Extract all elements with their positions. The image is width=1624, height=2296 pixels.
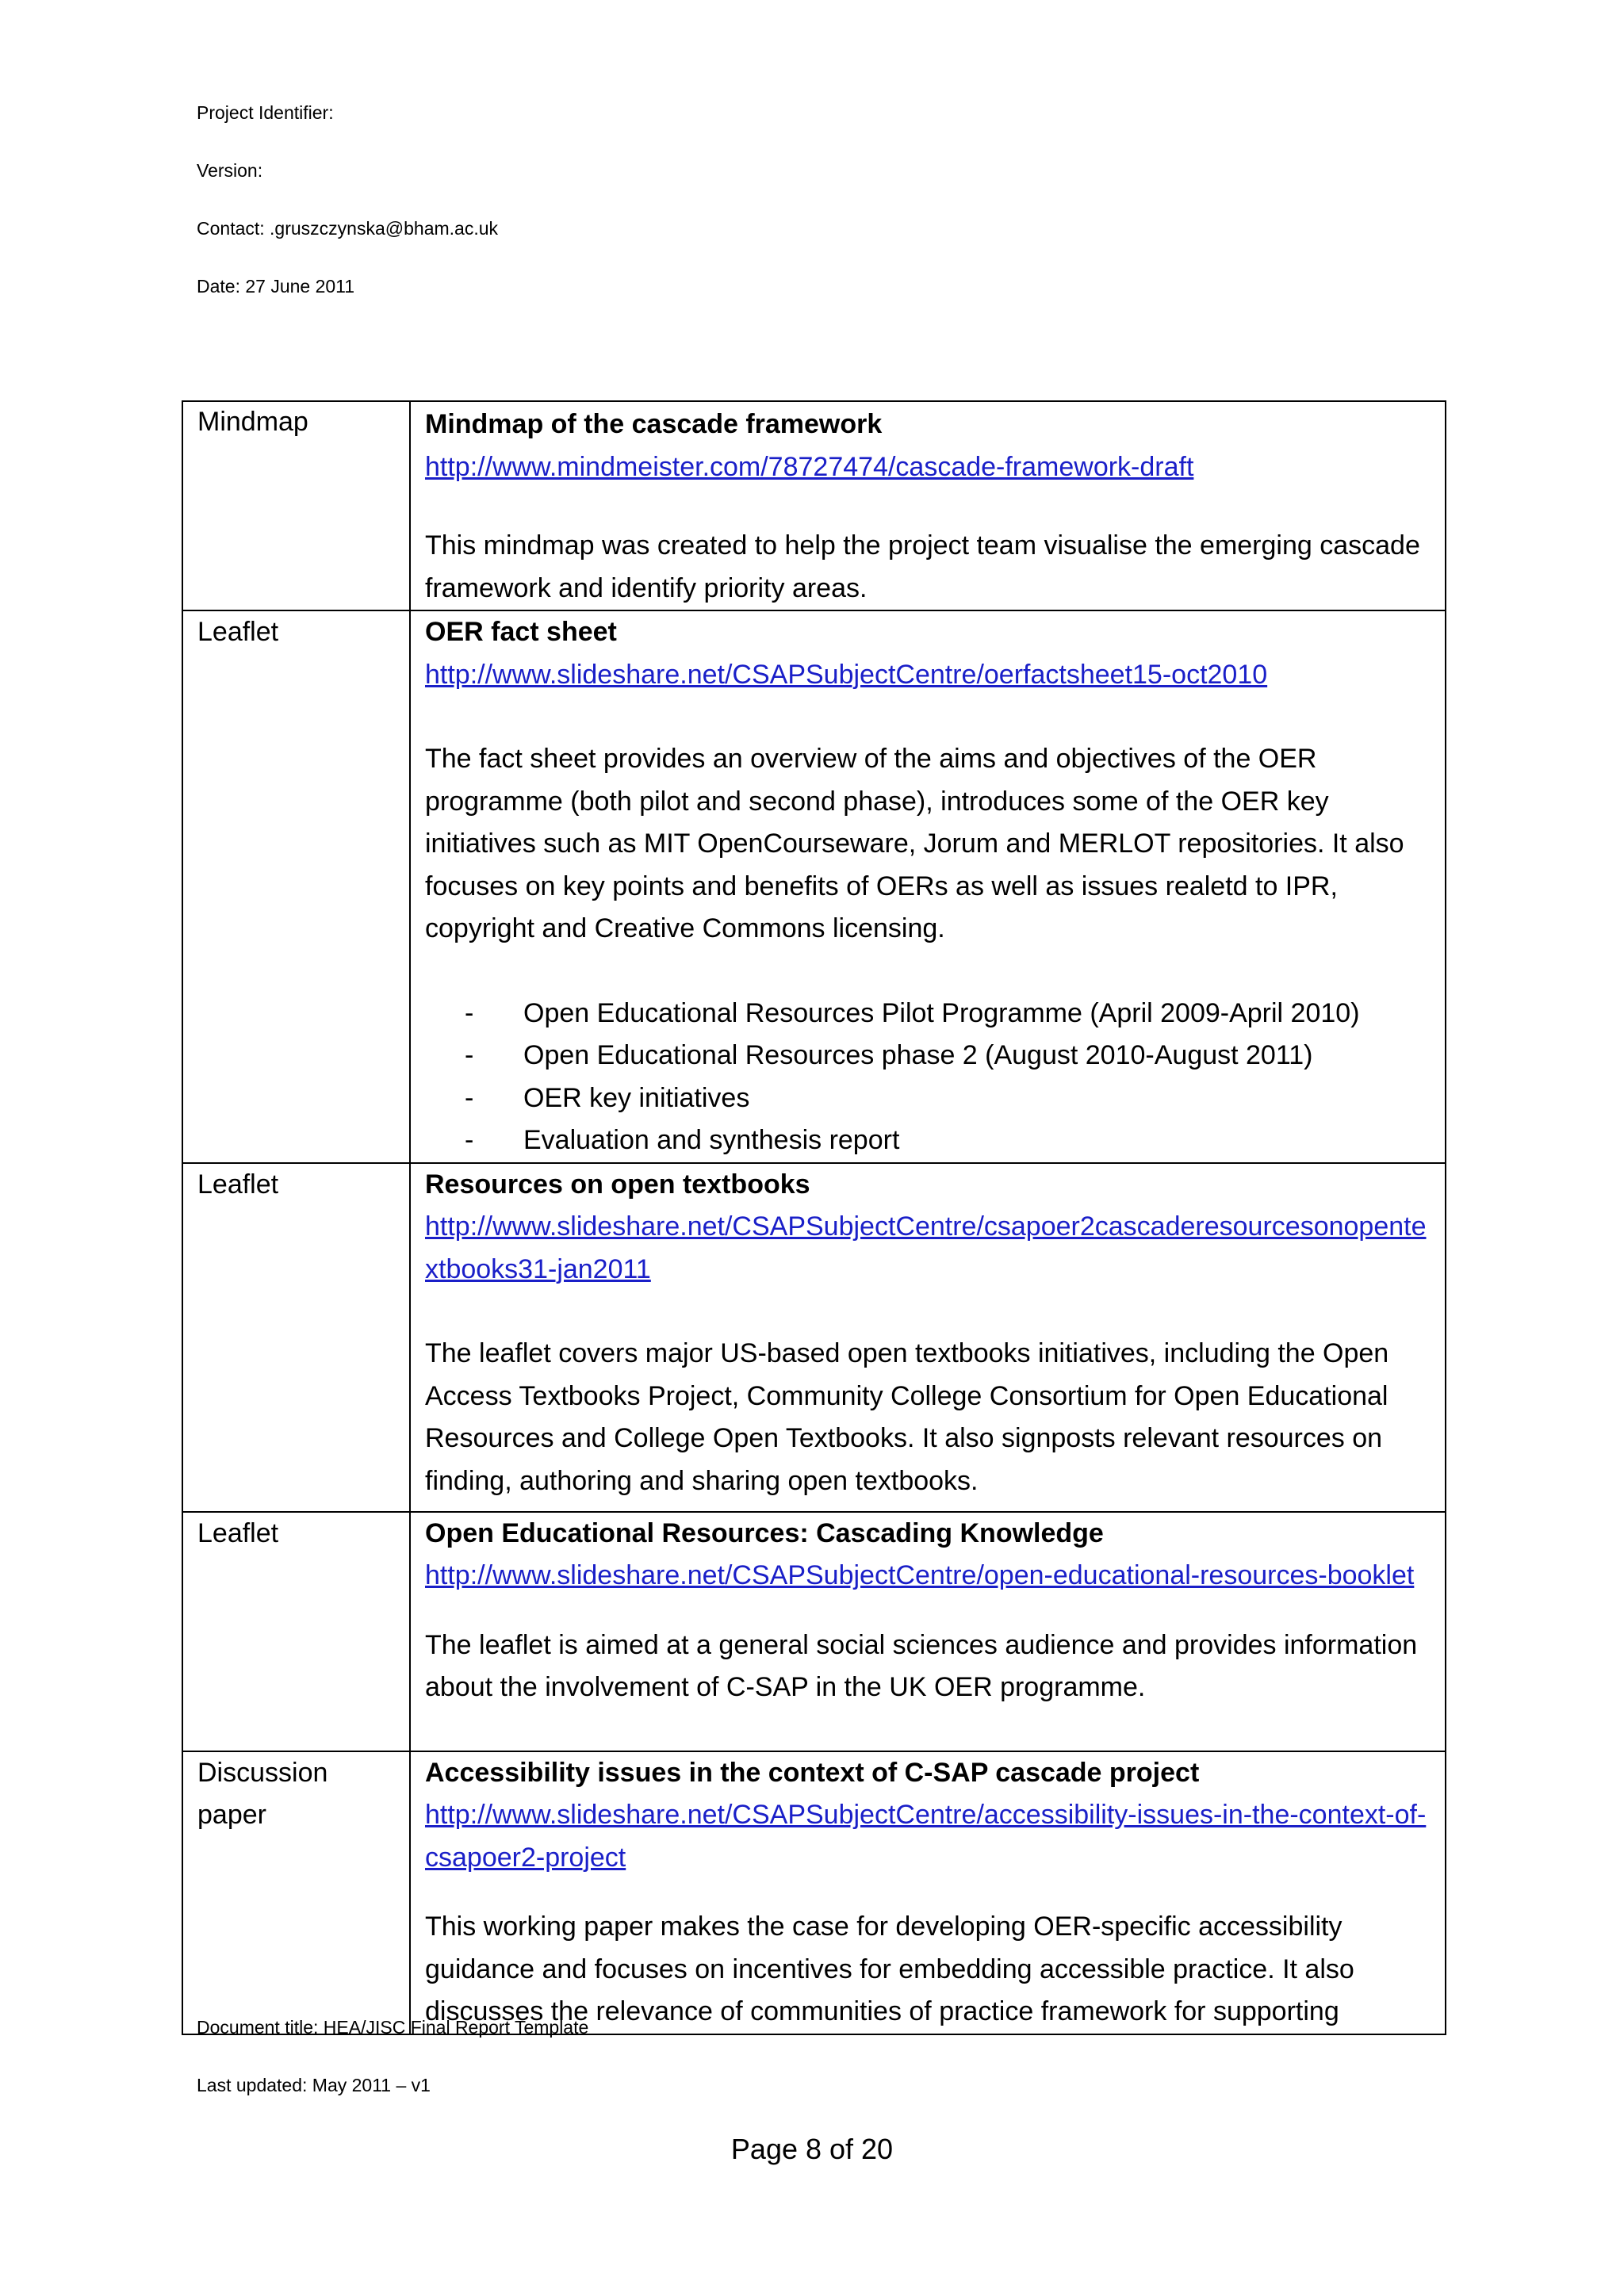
resource-type: Leaflet (182, 1512, 410, 1751)
date-label: Date: 27 June 2011 (197, 276, 355, 297)
resources-table (182, 400, 1446, 2035)
page-number: Page 8 of 20 (730, 2133, 894, 2165)
version-label: Version: (197, 160, 263, 181)
resource-type: Leaflet (182, 610, 410, 1163)
list-item: - Open Educational Resources Pilot Programme (April 2009-April 2010) (465, 993, 1431, 1035)
resource-description: The fact sheet provides an overview of the aims and objectives of the OER programme (both pilot and second phase), introduces some of the OER key initiatives such as MIT OpenCourseware, Jorum and MERLOT repositories. It also focuses on key points and benefits of OERs as well as issues realetd to IPR, copyright and Creative Commons licensing. (425, 744, 1404, 943)
table-row (182, 1751, 1446, 2034)
contact-label: Contact: .gruszczynska@bham.ac.uk (197, 218, 499, 239)
resource-description: The leaflet is aimed at a general social sciences audience and provides information about the involvement of C-SAP in the UK OER programme. (425, 1629, 1418, 1702)
table-row (182, 401, 1446, 610)
resource-link[interactable]: http://www.slideshare.net/CSAPSubjectCentre/open-educational-resources-booklet (425, 1560, 1415, 1590)
resource-link[interactable]: http://www.slideshare.net/CSAPSubjectCentre/accessibility-issues-in-the-context-of-csapoer2-project (425, 1800, 1427, 1873)
last-updated: Last updated: May 2011 – v1 (197, 2075, 431, 2095)
resource-title: Resources on open textbooks (425, 1169, 810, 1200)
list-item: - Evaluation and synthesis report (465, 1119, 1431, 1162)
document-title: Document title: HEA/JISC Final Report Template (197, 2017, 589, 2038)
table-row (182, 1512, 1446, 1751)
resource-description-cell (410, 1751, 1446, 2034)
resource-link[interactable]: http://www.mindmeister.com/78727474/cascade-framework-draft (425, 451, 1194, 482)
resource-description: This mindmap was created to help the project team visualise the emerging cascade framework and identify priority areas. (425, 530, 1420, 603)
resource-description: This working paper makes the case for developing OER-specific accessibility guidance and focuses on incentives for embedding accessible practice. It also discusses the relevance of communities of practice framework for supporting (425, 1911, 1354, 2026)
resource-link[interactable]: http://www.slideshare.net/CSAPSubjectCentre/csapoer2cascaderesourcesonopentextbooks31-jan2011 (425, 1211, 1427, 1284)
resource-type: Leaflet (182, 1163, 410, 1512)
resource-title: Mindmap of the cascade framework (425, 409, 883, 439)
resource-description-cell (410, 401, 1446, 610)
resource-description-cell (410, 1512, 1446, 1751)
table-row (182, 610, 1446, 1163)
resource-description: The leaflet covers major US-based open textbooks initiatives, including the Open Access Textbooks Project, Community College Consortium for Open Educational Resources and College Open Textbooks. It also signposts relevant resources on finding, authoring and sharing open textbooks. (425, 1338, 1389, 1496)
project-identifier-label: Project Identifier: (197, 102, 334, 123)
list-item: - Open Educational Resources phase 2 (August 2010-August 2011) (465, 1035, 1431, 1077)
resource-link[interactable]: http://www.slideshare.net/CSAPSubjectCentre/oerfactsheet15-oct2010 (425, 659, 1268, 690)
resource-bullet-list (425, 993, 1431, 1162)
resource-type: Mindmap (182, 401, 410, 610)
resource-type: Discussion paper (182, 1751, 410, 2034)
resource-description-cell (410, 610, 1446, 1163)
resource-description-cell (410, 1163, 1446, 1512)
resource-title: Accessibility issues in the context of C-SAP cascade project (425, 1757, 1200, 1788)
table-row (182, 1163, 1446, 1512)
list-item: - OER key initiatives (465, 1077, 1431, 1120)
resource-title: Open Educational Resources: Cascading Knowledge (425, 1517, 1104, 1548)
resource-title: OER fact sheet (425, 617, 617, 647)
